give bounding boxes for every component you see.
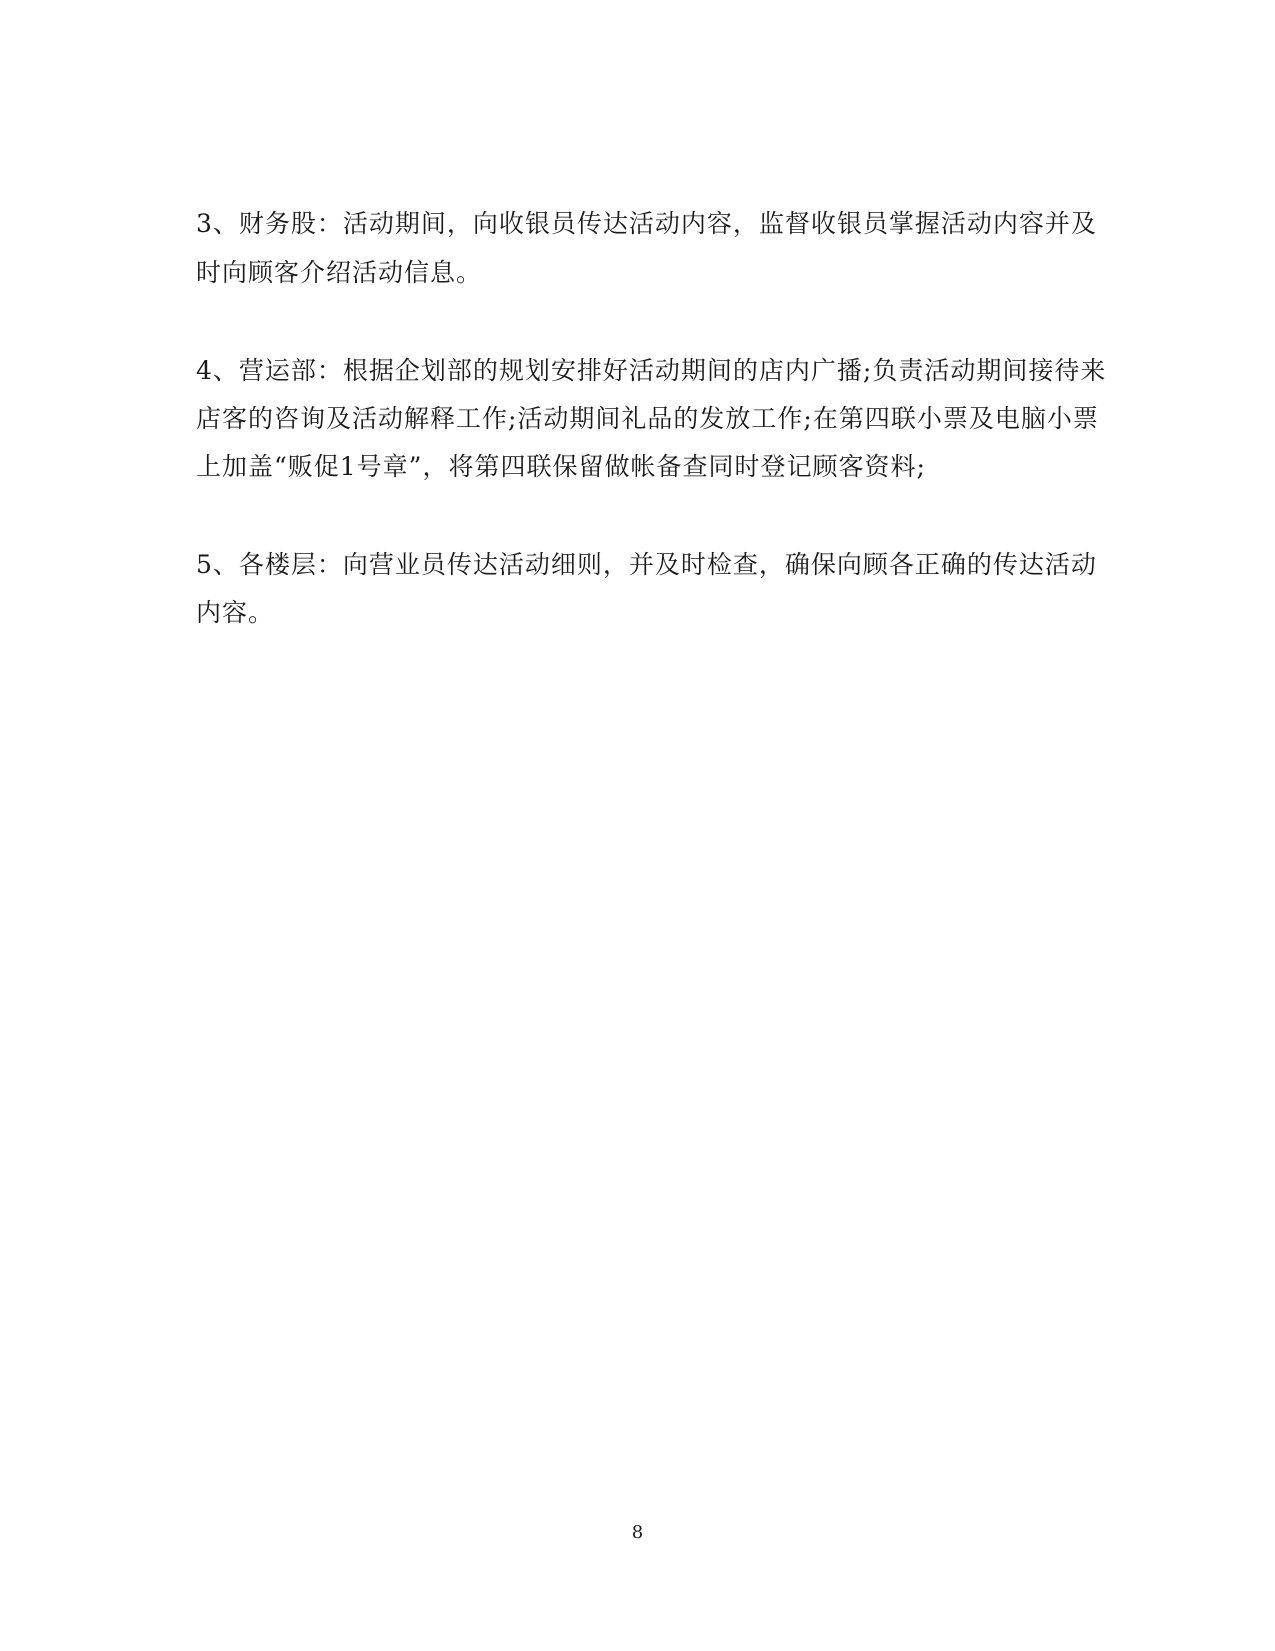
- page-number: 8: [631, 1522, 644, 1543]
- paragraph-line: 店客的咨询及活动解释工作;活动期间礼品的发放工作;在第四联小票及电脑小票: [196, 404, 1099, 433]
- paragraph-line: 内容。: [196, 598, 275, 627]
- paragraph-line: 3、财务股：活动期间，向收银员传达活动内容，监督收银员掌握活动内容并及: [196, 209, 1097, 238]
- paragraph-line: 4、营运部：根据企划部的规划安排好活动期间的店内广播;负责活动期间接待来: [196, 356, 1107, 385]
- paragraph-line: 5、各楼层：向营业员传达活动细则，并及时检查，确保向顾各正确的传达活动: [196, 550, 1097, 579]
- paragraph-line: 时向顾客介绍活动信息。: [196, 258, 483, 287]
- paragraph-line: 上加盖“贩促1号章”，将第四联保留做帐备查同时登记顾客资料;: [196, 452, 926, 481]
